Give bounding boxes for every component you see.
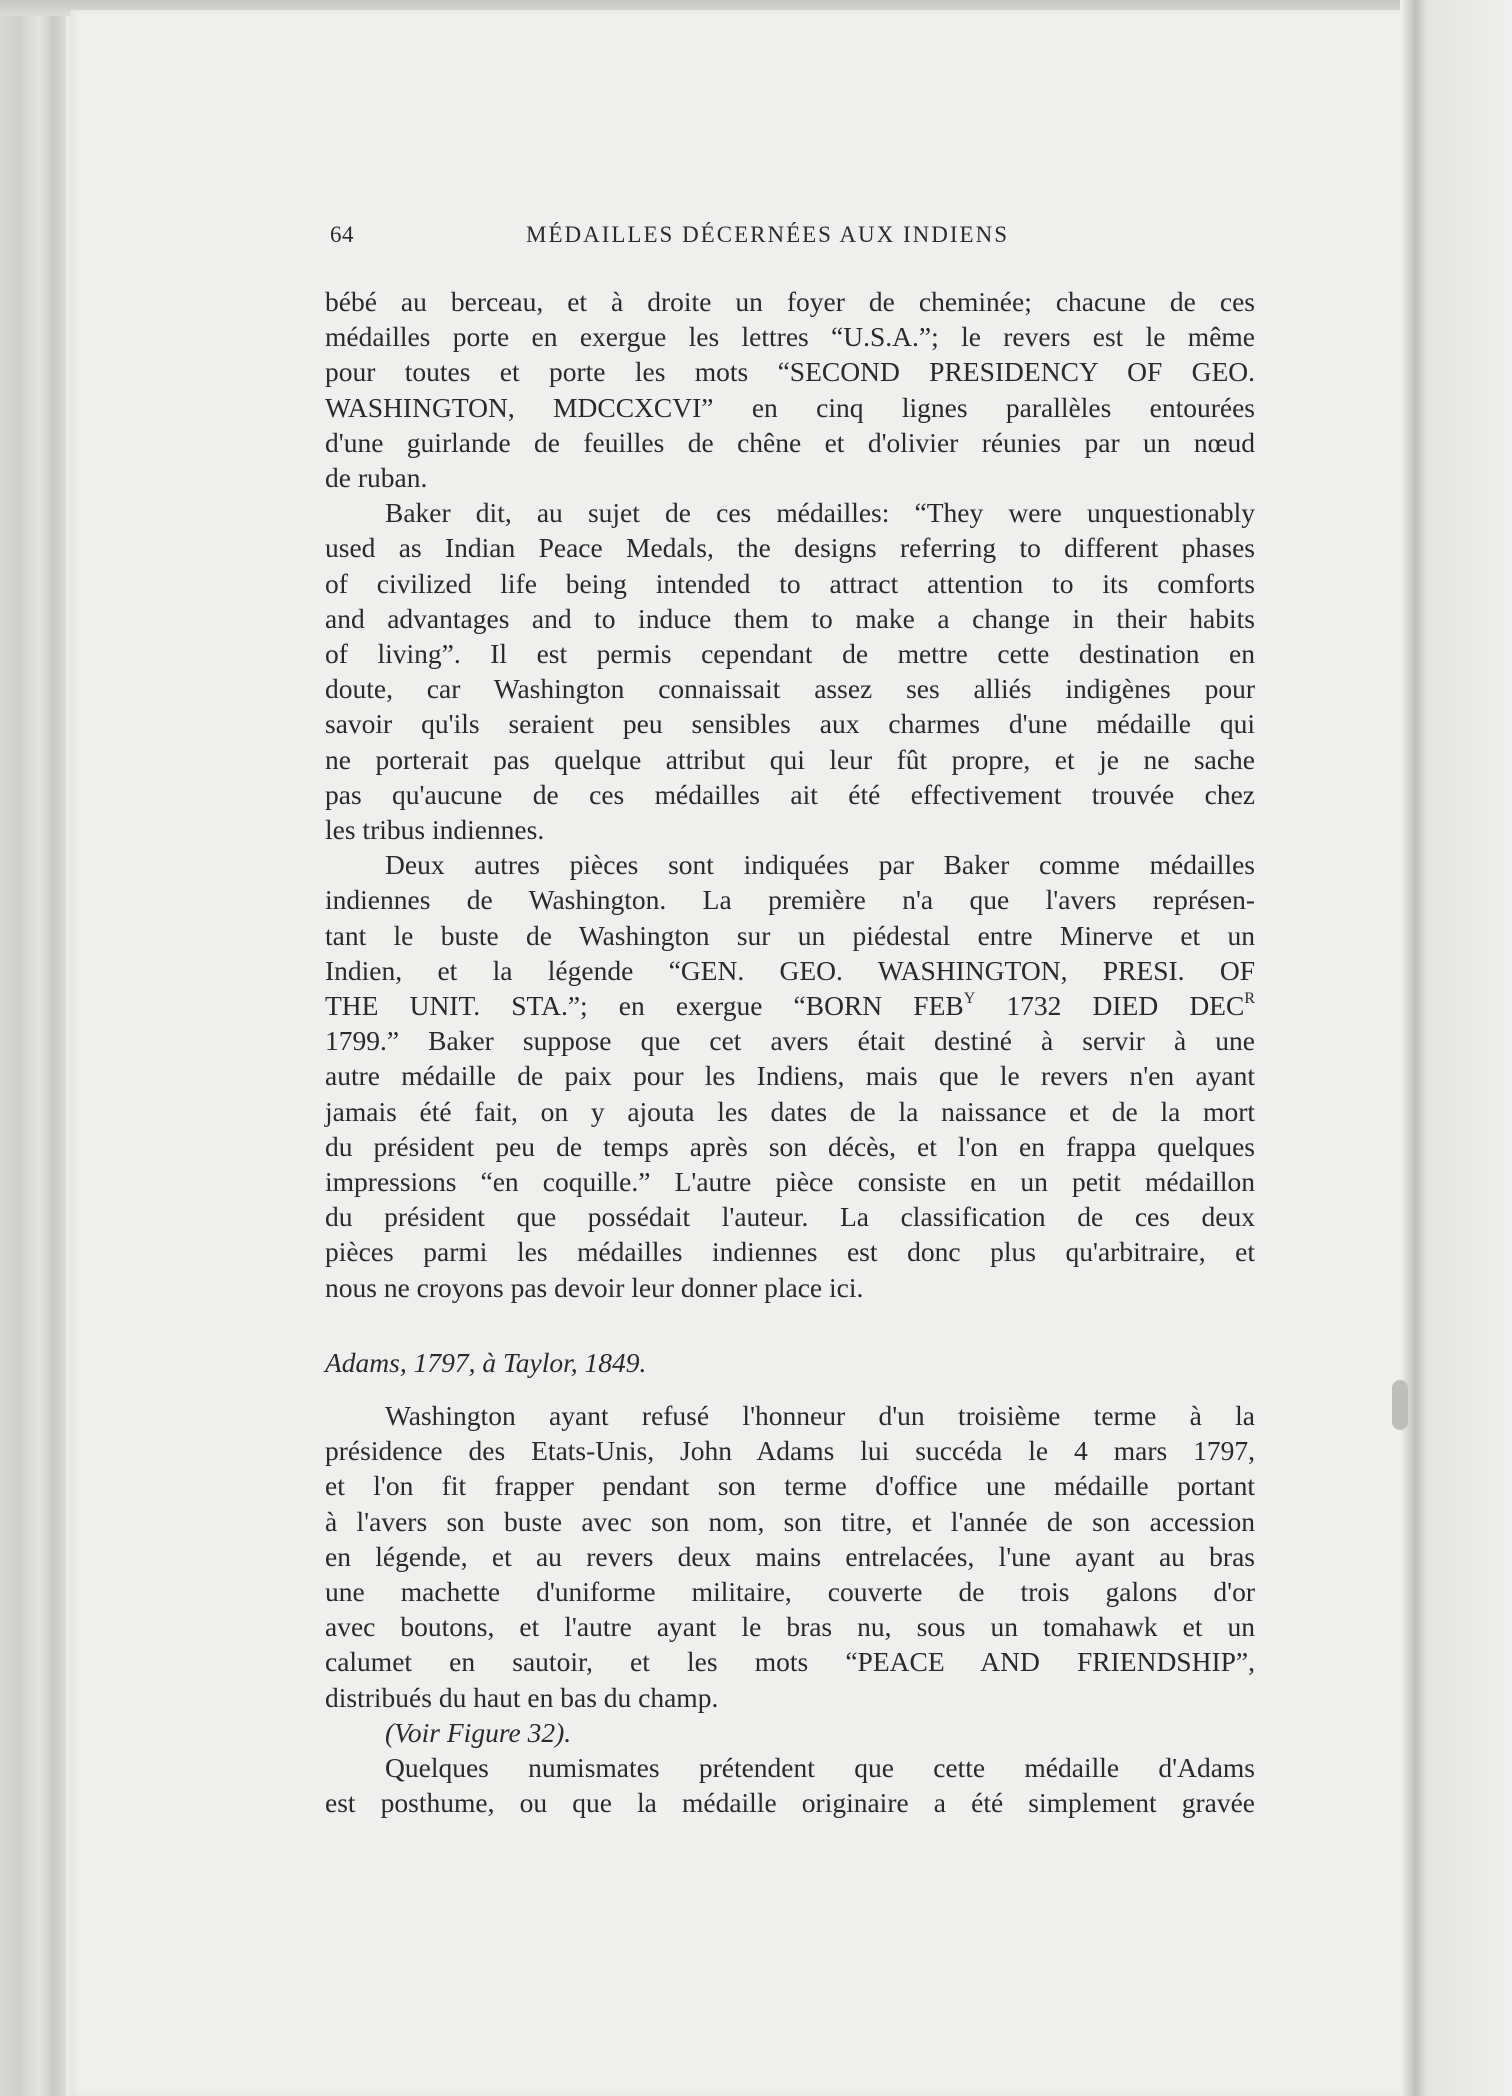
text-line-content: pas qu'aucune de ces médailles ait été effectivement trouvée chez [325,778,1255,810]
text-line-content: savoir qu'ils seraient peu sensibles aux charmes d'une médaille qui [325,708,1255,740]
text-line-content: pièces parmi les médailles indiennes est donc plus qu'arbitraire, et [325,1236,1255,1268]
text-line [325,567,1255,601]
text-line [325,531,1255,565]
text-line-content: à l'avers son buste avec son nom, son titre, et l'année de son accession [325,1505,1255,1537]
text-line [325,778,1255,812]
text-line [325,1024,1255,1058]
text-line-content: et l'on fit frapper pendant son terme d'office une médaille portant [325,1470,1255,1502]
text-line-content: used as Indian Peace Medals, the designs referring to different phases [325,532,1255,564]
text-line [325,848,1255,882]
text-line [325,1681,1255,1715]
text-line-content: les tribus indiennes. [325,814,545,845]
text-line [325,1165,1255,1199]
text-line-content: 1799.” Baker suppose que cet avers était destiné à servir à une [325,1025,1255,1057]
text-line-content: en légende, et au revers deux mains entrelacées, l'une ayant au bras [325,1540,1255,1572]
text-line [325,391,1255,425]
text-line [325,461,1255,495]
text-line [325,320,1255,354]
text-line-content: ne porterait pas quelque attribut qui leur fût propre, et je ne sache [325,743,1255,775]
text-line [325,1130,1255,1164]
text-line-content: Baker dit, au sujet de ces médailles: “They were unquestionably [385,497,1255,529]
text-line [325,1751,1255,1785]
text-line [325,285,1255,319]
text-line-content: impressions “en coquille.” L'autre pièce consiste en un petit médaillon [325,1166,1255,1197]
text-line [325,919,1255,953]
text-line [325,672,1255,706]
text-line [325,1434,1255,1468]
text-line [325,1786,1255,1820]
text-line-content: pour toutes et porte les mots “SECOND PRESIDENCY OF GEO. [325,356,1255,388]
text-line-content: WASHINGTON, MDCCXCVI” en cinq lignes parallèles entourées [325,391,1255,423]
text-line [325,1059,1255,1093]
text-line-content: d'une guirlande de feuilles de chêne et d'olivier réunies par un nœud [325,426,1255,458]
text-line [325,1610,1255,1644]
text-line [325,602,1255,636]
text-line-content: Indien, et la légende “GEN. GEO. WASHINGTON, PRESI. OF [325,954,1255,986]
text-line-content: bébé au berceau, et à droite un foyer de cheminée; chacune de ces [325,286,1255,317]
text-line [325,1095,1255,1129]
book-binding-left-edge [0,0,66,2096]
text-line [325,707,1255,741]
text-line-content: doute, car Washington connaissait assez ses alliés indigènes pour [325,673,1255,705]
book-right-edge [1400,0,1512,2096]
text-line [325,1716,1255,1750]
text-line-content: calumet en sautoir, et les mots “PEACE AND FRIENDSHIP”, [325,1646,1255,1678]
text-line-content: jamais été fait, on y ajouta les dates de la naissance et de la mort [325,1095,1255,1127]
text-line [325,954,1255,988]
text-line [325,637,1255,671]
text-line-content: présidence des Etats-Unis, John Adams lui succéda le 4 mars 1797, [325,1435,1255,1467]
text-line-content: avec boutons, et l'autre ayant le bras nu, sous un tomahawk et un [325,1611,1255,1643]
text-line [325,496,1255,530]
text-line-content: Washington ayant refusé l'honneur d'un troisième terme à la [385,1400,1255,1431]
text-line [325,1200,1255,1234]
text-line [325,1399,1255,1433]
body-text [325,285,1255,1865]
text-line-content: tant le buste de Washington sur un piédestal entre Minerve et un [325,919,1255,951]
text-line [325,1575,1255,1609]
text-line-content: autre médaille de paix pour les Indiens, mais que le revers n'en ayant [325,1060,1255,1092]
text-line-content: du président que possédait l'auteur. La classification de ces deux [325,1201,1255,1233]
text-line-content: (Voir Figure 32). [385,1716,572,1748]
text-line-content: du président peu de temps après son décès, et l'on en frappa quelques [325,1130,1255,1162]
text-line [325,1505,1255,1539]
text-line-content: indiennes de Washington. La première n'a que l'avers représen- [325,884,1255,916]
text-line-content: nous ne croyons pas devoir leur donner place ici. [325,1271,864,1303]
text-line [325,743,1255,777]
text-line [325,883,1255,917]
running-title: MÉDAILLES DÉCERNÉES AUX INDIENS [526,222,1010,247]
text-line [325,1645,1255,1679]
text-line-content: de ruban. [325,462,428,493]
text-line [325,1540,1255,1574]
text-line [325,355,1255,389]
text-line-content: une machette d'uniforme militaire, couverte de trois galons d'or [325,1576,1255,1607]
text-line-content: médailles porte en exergue les lettres “U.S.A.”; le revers est le même [325,321,1255,353]
page-number: 64 [330,222,354,247]
text-line-content: Quelques numismates prétendent que cette médaille d'Adams [385,1752,1255,1783]
page-edge-mark [1392,1380,1408,1430]
text-line-content: of civilized life being intended to attract attention to its comforts [325,567,1255,599]
text-line-content: distribués du haut en bas du champ. [325,1681,719,1713]
text-line [325,426,1255,460]
page-header [330,222,1450,262]
text-line-content: est posthume, ou que la médaille originaire a été simplement gravée [325,1787,1255,1819]
section-heading: Adams, 1797, à Taylor, 1849. [325,1346,647,1378]
text-line [325,1235,1255,1269]
text-line [325,1271,1255,1305]
text-line [325,989,1255,1023]
text-line-content: of living”. Il est permis cependant de mettre cette destination en [325,638,1255,669]
text-line [325,813,1255,847]
text-line-content: Deux autres pièces sont indiquées par Baker comme médailles [385,849,1255,881]
text-line [325,1469,1255,1503]
text-line-content: THE UNIT. STA.”; en exergue “BORN $FEB^Y$ 1732 DIED $DEC^R$ [325,990,1255,1021]
text-line-content: and advantages and to induce them to make a change in their habits [325,602,1255,634]
